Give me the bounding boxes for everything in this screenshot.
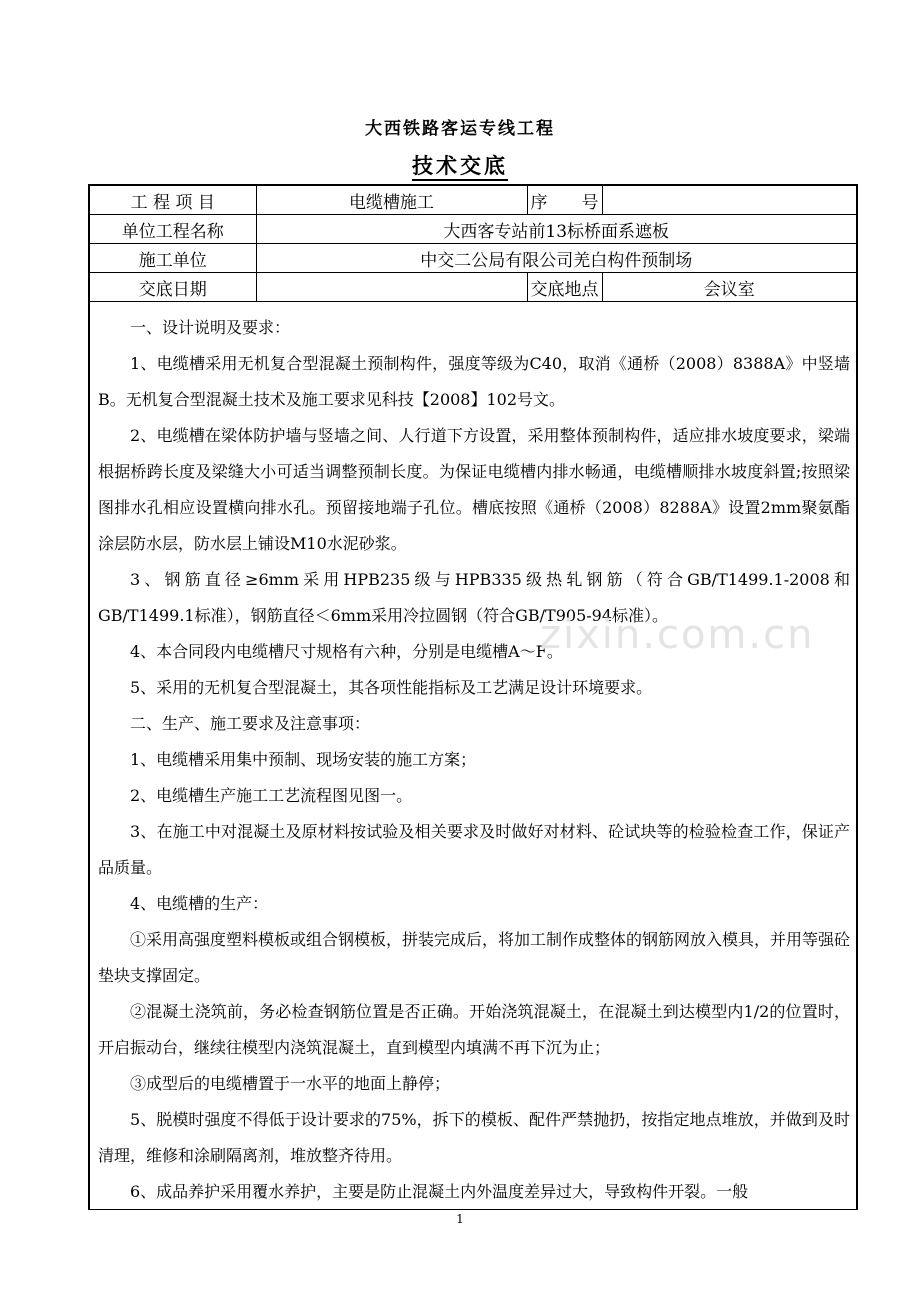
serial-value	[602, 186, 856, 215]
section-heading-design: 一、设计说明及要求：	[130, 318, 291, 337]
date-value	[256, 273, 527, 302]
paragraph: 1、电缆槽采用无机复合型混凝土预制构件，强度等级为C40，取消《通桥（2008）8388A》中竖墙B。无机复合型混凝土技术及施工要求见科技【2008】102号文。	[98, 354, 850, 409]
unit-project-value: 大西客专站前13标桥面系遮板	[256, 215, 856, 244]
info-row-date	[90, 273, 856, 302]
section-heading-production: 二、生产、施工要求及注意事项：	[130, 714, 371, 733]
paragraph: 5、采用的无机复合型混凝土，其各项性能指标及工艺满足设计环境要求。	[130, 678, 653, 697]
paragraph: 3、在施工中对混凝土及原材料按试验及相关要求及时做好对材料、砼试块等的检验检查工作，保证产品质量。	[98, 822, 850, 877]
paragraph: 5、脱模时强度不得低于设计要求的75%，拆下的模板、配件严禁抛扔，按指定地点堆放，并做到及时清理，维修和涂刷隔离剂，堆放整齐待用。	[98, 1110, 850, 1165]
info-table	[90, 186, 856, 302]
date-label: 交底日期	[90, 273, 256, 302]
construction-unit-label: 施工单位	[90, 244, 256, 273]
paragraph: 4、本合同段内电缆槽尺寸规格有六种，分别是电缆槽A～F。	[130, 642, 563, 661]
paragraph: ③成型后的电缆槽置于一水平的地面上静停；	[130, 1074, 451, 1093]
paragraph: 3、钢筋直径≥6mm采用HPB235级与HPB335级热轧钢筋（符合GB/T1499.1-2008和GB/T1499.1标准），钢筋直径＜6mm采用冷拉圆钢（符合GB/T905-94标准）。	[98, 570, 850, 625]
paragraph: ②混凝土浇筑前，务必检查钢筋位置是否正确。开始浇筑混凝土，在混凝土到达模型内1/2的位置时，开启振动台，继续往模型内浇筑混凝土，直到模型内填满不再下沉为止；	[98, 1002, 850, 1057]
project-value: 电缆槽施工	[256, 186, 527, 215]
page-number: 1	[456, 1212, 464, 1226]
disclosure-frame	[88, 184, 858, 1210]
info-row-project	[90, 186, 856, 215]
paragraph: 6、成品养护采用覆水养护，主要是防止混凝土内外温度差异过大，导致构件开裂。一般	[130, 1182, 749, 1201]
disclosure-body	[98, 310, 850, 1210]
subtitle-text: 技术交底	[412, 154, 508, 181]
project-label: 工 程 项 目	[90, 186, 256, 215]
location-value: 会议室	[602, 273, 856, 302]
paragraph: 1、电缆槽采用集中预制、现场安装的施工方案；	[130, 750, 477, 769]
construction-unit-value: 中交二公局有限公司羌白构件预制场	[256, 244, 856, 273]
document-title: 大西铁路客运专线工程	[365, 119, 555, 139]
serial-label: 序 号	[527, 186, 602, 215]
info-row-unit-project	[90, 215, 856, 244]
paragraph: 2、电缆槽生产施工工艺流程图见图一。	[130, 786, 413, 805]
paragraph: 4、电缆槽的生产：	[130, 894, 269, 913]
info-row-construction-unit	[90, 244, 856, 273]
location-label: 交底地点	[527, 273, 602, 302]
watermark: zixin.com.cn	[540, 612, 815, 658]
document-subtitle	[0, 150, 920, 180]
paragraph: 2、电缆槽在梁体防护墙与竖墙之间、人行道下方设置，采用整体预制构件，适应排水坡度要求，梁端根据桥跨长度及梁缝大小可适当调整预制长度。为保证电缆槽内排水畅通，电缆槽顺排水坡度斜置;按照梁图排水孔相应设置横向排水孔。预留接地端子孔位。槽底按照《通桥（2008）8288A》设置2mm聚氨酯涂层防水层，防水层上铺设M10水泥砂浆。	[98, 426, 850, 553]
paragraph: ①采用高强度塑料模板或组合钢模板，拼装完成后，将加工制作成整体的钢筋网放入模具，并用等强砼垫块支撑固定。	[98, 930, 851, 985]
unit-project-label: 单位工程名称	[90, 215, 256, 244]
